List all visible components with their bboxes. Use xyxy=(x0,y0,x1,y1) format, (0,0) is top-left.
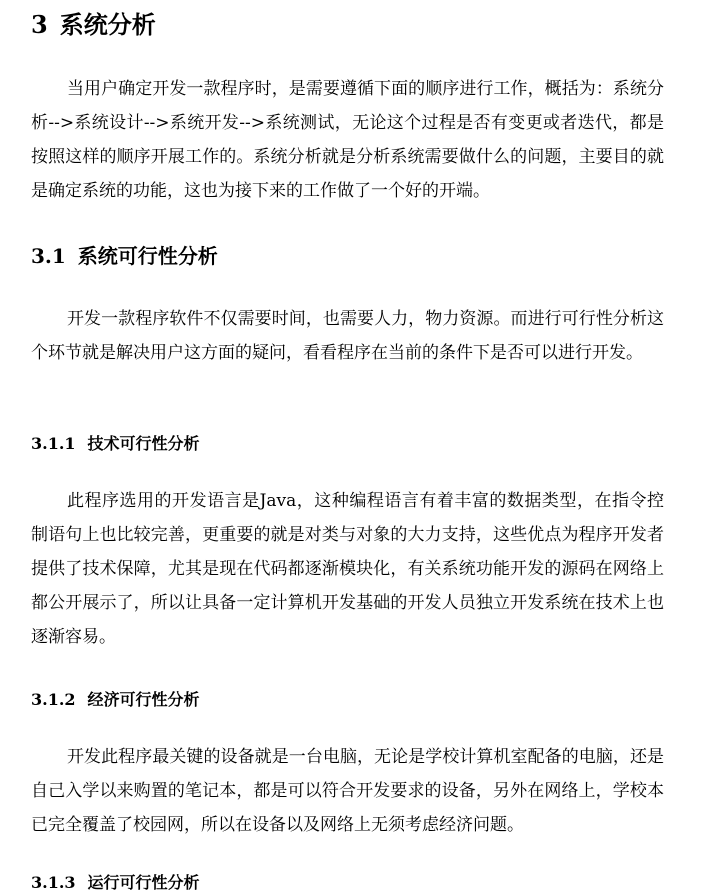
section-intro-paragraph: 当用户确定开发一款程序时，是需要遵循下面的顺序进行工作，概括为：系统分析-->系统设计-->系统开发-->系统测试，无论这个过程是否有变更或者迭代，都是按照这样的顺序开展工作的。系统分析就是分析系统需要做什么的问题，主要目的就是确定系统的功能，这也为接下来的工作做了一个好的开端。 xyxy=(31,79,664,201)
section-title: 系统分析 xyxy=(59,10,156,39)
economic-title: 经济可行性分析 xyxy=(87,690,200,709)
operational-title: 运行可行性分析 xyxy=(87,873,200,892)
operational-heading xyxy=(31,871,200,895)
technical-title: 技术可行性分析 xyxy=(87,434,200,453)
technical-paragraph: 此程序选用的开发语言是Java，这种编程语言有着丰富的数据类型，在指令控制语句上也比较完善，更重要的就是对类与对象的大力支持，这些优点为程序开发者提供了技术保障，尤其是现在代码都逐渐模块化，有关系统功能开发的源码在网络上都公开展示了，所以让具备一定计算机开发基础的开发人员独立开发系统在技术上也逐渐容易。 xyxy=(31,491,664,647)
economic-number: 3.1.2 xyxy=(31,690,76,709)
technical-number: 3.1.1 xyxy=(31,434,76,453)
technical-heading xyxy=(31,432,200,456)
subsection-heading xyxy=(31,241,218,271)
operational-number: 3.1.3 xyxy=(31,873,76,892)
subsection-paragraph: 开发一款程序软件不仅需要时间，也需要人力，物力资源。而进行可行性分析这个环节就是解决用户这方面的疑问，看看程序在当前的条件下是否可以进行开发。 xyxy=(31,309,664,363)
economic-paragraph: 开发此程序最关键的设备就是一台电脑，无论是学校计算机室配备的电脑，还是自己入学以来购置的笔记本，都是可以符合开发要求的设备，另外在网络上，学校本已完全覆盖了校园网，所以在设备以及网络上无须考虑经济问题。 xyxy=(31,747,664,835)
section-number: 3 xyxy=(31,10,48,39)
subsection-number: 3.1 xyxy=(31,244,66,268)
section-heading xyxy=(31,8,156,42)
subsection-title: 系统可行性分析 xyxy=(77,244,218,268)
economic-heading xyxy=(31,688,200,712)
